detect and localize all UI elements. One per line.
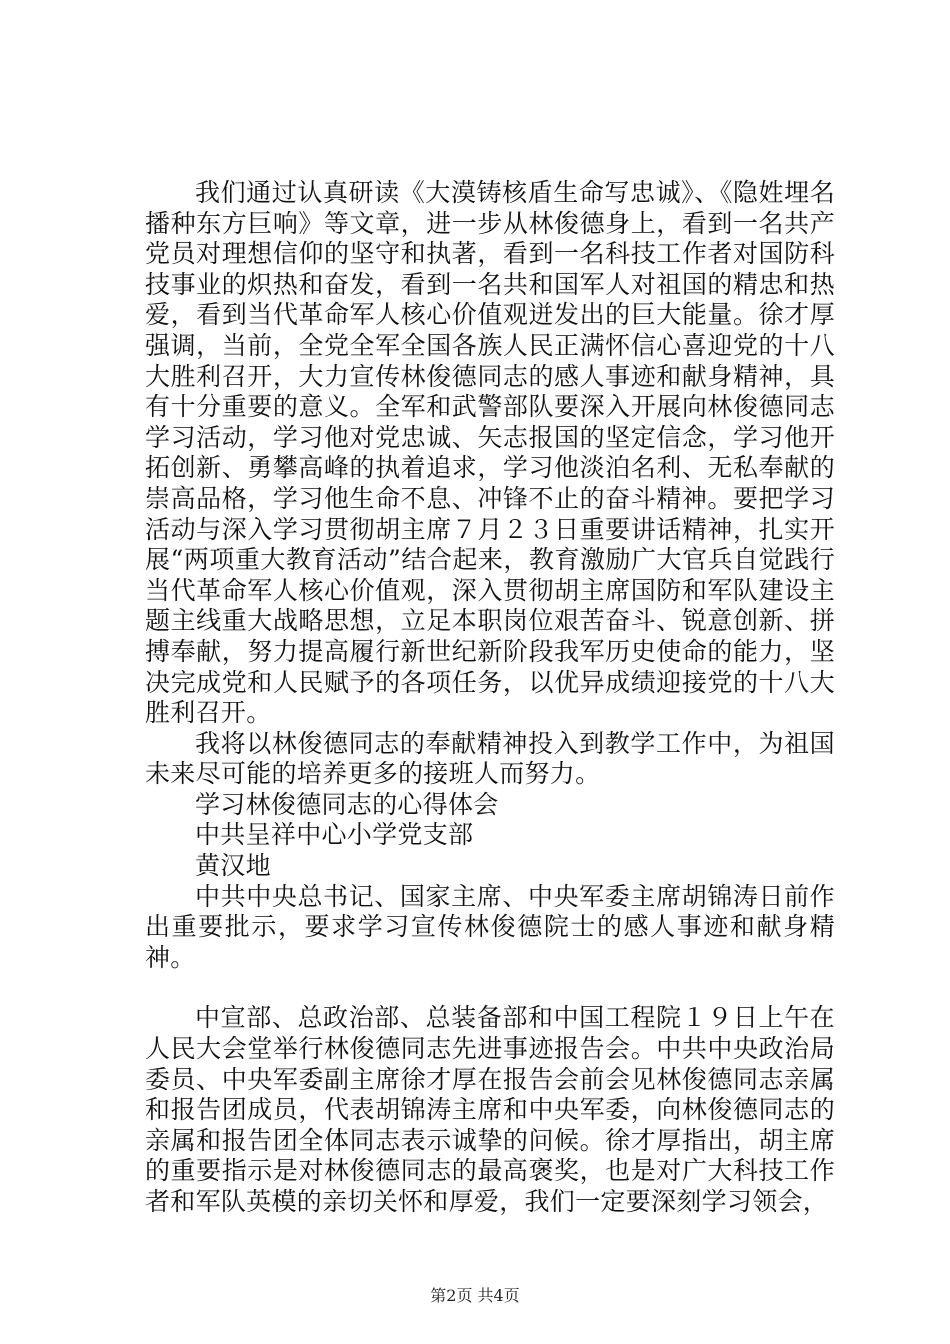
body-paragraph: 中共中央总书记、国家主席、中央军委主席胡锦涛日前作出重要批示，要求学习宣传林俊德院士的感人事迹和献身精神。 xyxy=(145,881,835,972)
body-paragraph: 我将以林俊德同志的奉献精神投入到教学工作中，为祖国未来尽可能的培养更多的接班人而努力。 xyxy=(145,728,835,789)
author-line: 黄汉地 xyxy=(195,851,271,881)
body-paragraph: 我们通过认真研读《大漠铸核盾生命写忠诚》、《隐姓埋名播种东方巨响》等文章，进一步从林俊德身上，看到一名共产党员对理想信仰的坚守和执著，看到一名科技工作者对国防科技事业的炽热和奋发，看到一名共和国军人对祖国的精忠和热爱，看到当代革命军人核心价值观迸发出的巨大能量。徐才厚强调，当前，全党全军全国各族人民正满怀信心喜迎党的十八大胜利召开，大力宣传林俊德同志的感人事迹和献身精神，具有十分重要的意义。全军和武警部队要深入开展向林俊德同志学习活动，学习他对党忠诚、矢志报国的坚定信念，学习他开拓创新、勇攀高峰的执着追求，学习他淡泊名利、无私奉献的崇高品格，学习他生命不息、冲锋不止的奋斗精神。要把学习活动与深入学习贯彻胡主席７月２３日重要讲话精神，扎实开展“两项重大教育活动”结合起来，教育激励广大官兵自觉践行当代革命军人核心价值观，深入贯彻胡主席国防和军队建设主题主线重大战略思想，立足本职岗位艰苦奋斗、锐意创新、拼搏奉献，努力提高履行新世纪新阶段我军历史使命的能力，坚决完成党和人民赋予的各项任务，以优异成绩迎接党的十八大胜利召开。 xyxy=(145,178,835,728)
article-title-line: 学习林俊德同志的心得体会 xyxy=(195,789,499,819)
organization-line: 中共呈祥中心小学党支部 xyxy=(195,820,474,850)
document-body xyxy=(145,178,835,1218)
paragraph-gap xyxy=(145,973,835,1003)
body-paragraph: 中宣部、总政治部、总装备部和中国工程院１９日上午在人民大会堂举行林俊德同志先进事迹报告会。中共中央政治局委员、中央军委副主席徐才厚在报告会前会见林俊德同志亲属和报告团成员，代表胡锦涛主席和中央军委，向林俊德同志的亲属和报告团全体同志表示诚挚的问候。徐才厚指出，胡主席的重要指示是对林俊德同志的最高褒奖，也是对广大科技工作者和军队英模的亲切关怀和厚爱，我们一定要深刻学习领会， xyxy=(145,1003,835,1216)
page-footer: 第2页 共4页 xyxy=(430,1286,520,1305)
